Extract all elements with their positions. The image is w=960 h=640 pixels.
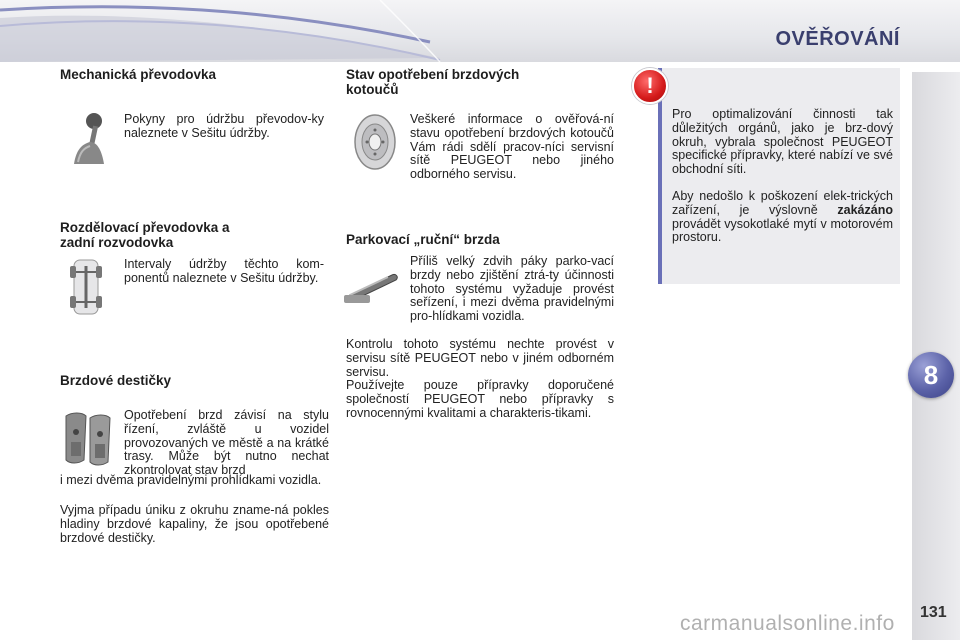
warning-text-washing-a: Aby nedošlo k poškození elek-trických zařízení, je výslovně xyxy=(672,189,893,217)
transfer-box-heading-line1: Rozdělovací převodovka a xyxy=(60,220,230,235)
transfer-box-text: Intervaly údržby těchto kom-ponentů naleznete v Sešitu údržby. xyxy=(124,257,324,285)
brake-discs-heading-line1: Stav opotřebení brzdových xyxy=(346,67,520,82)
transfer-box-heading-line2: zadní rozvodovka xyxy=(60,235,174,250)
warning-text-products: Pro optimalizování činnosti tak důležitých orgánů, jako je brz-dový okruh, vybrala společnost PEUGEOT specifické přípravky, které nabízí ve své obchodní síti. xyxy=(672,107,893,177)
brake-pads-fluid-text: Vyjma případu úniku z okruhu zname-ná pokles hladiny brzdové kapaliny, že jsou opotřebené brzdové destičky. xyxy=(60,503,329,545)
parking-brake-products-text: Používejte pouze přípravky doporučené společností PEUGEOT nebo přípravky s rovnocennými kvalitami a charakteris-tikami. xyxy=(346,378,614,420)
watermark: carmanualsonline.info xyxy=(680,612,895,635)
brake-pads-text-continued: i mezi dvěma pravidelnými prohlídkami vozidla. xyxy=(60,473,322,487)
brake-discs-heading-line2: kotoučů xyxy=(346,82,399,97)
page-title: OVĚŘOVÁNÍ xyxy=(775,28,900,50)
warning-text-washing-b: provádět vysokotlaké mytí v motorovém prostoru. xyxy=(672,216,893,245)
car-chassis-icon xyxy=(70,258,102,316)
warning-text-washing xyxy=(672,190,893,245)
brake-pads-text: Opotřebení brzd závisí na stylu řízení, zvláště u vozidel provozovaných ve městě a na krátké trasy. Může být nutno nechat zkontrolovat stav brzd xyxy=(124,408,329,478)
header-band xyxy=(0,0,960,62)
gear-lever-icon xyxy=(64,112,110,166)
parking-brake-text: Příliš velký zdvih páky parko-vací brzdy nebo zjištění ztrá-ty účinnosti tohoto systému vyžaduje provést seřízení, i mezi dvěma pravidelnými pro-hlídkami vozidla. xyxy=(410,254,614,324)
warning-forbidden-word: zakázáno xyxy=(837,202,893,217)
manual-gearbox-heading: Mechanická převodovka xyxy=(60,67,217,82)
parking-brake-heading: Parkovací „ruční“ brzda xyxy=(346,232,500,247)
brake-disc-icon xyxy=(352,112,398,172)
manual-gearbox-text: Pokyny pro údržbu převodov-ky naleznete v Sešitu údržby. xyxy=(124,112,324,140)
brake-discs-text: Veškeré informace o ověřová-ní stavu opotřebení brzdových kotoučů Vám rádi sdělí pracov-níci servisní sítě PEUGEOT nebo jiného odborného servisu. xyxy=(410,112,614,182)
parking-brake-lever-icon xyxy=(344,265,400,305)
chapter-badge[interactable]: 8 xyxy=(908,352,954,398)
brake-discs-heading xyxy=(346,67,606,97)
page-number: 131 xyxy=(920,604,947,621)
brake-pads-heading: Brzdové destičky xyxy=(60,373,172,388)
transfer-box-heading xyxy=(60,220,330,250)
parking-brake-service-text: Kontrolu tohoto systému nechte provést v servisu sítě PEUGEOT nebo v jiném odborném servisu. xyxy=(346,337,614,379)
exclamation-icon: ! xyxy=(632,68,668,104)
brake-pads-icon xyxy=(62,410,114,466)
